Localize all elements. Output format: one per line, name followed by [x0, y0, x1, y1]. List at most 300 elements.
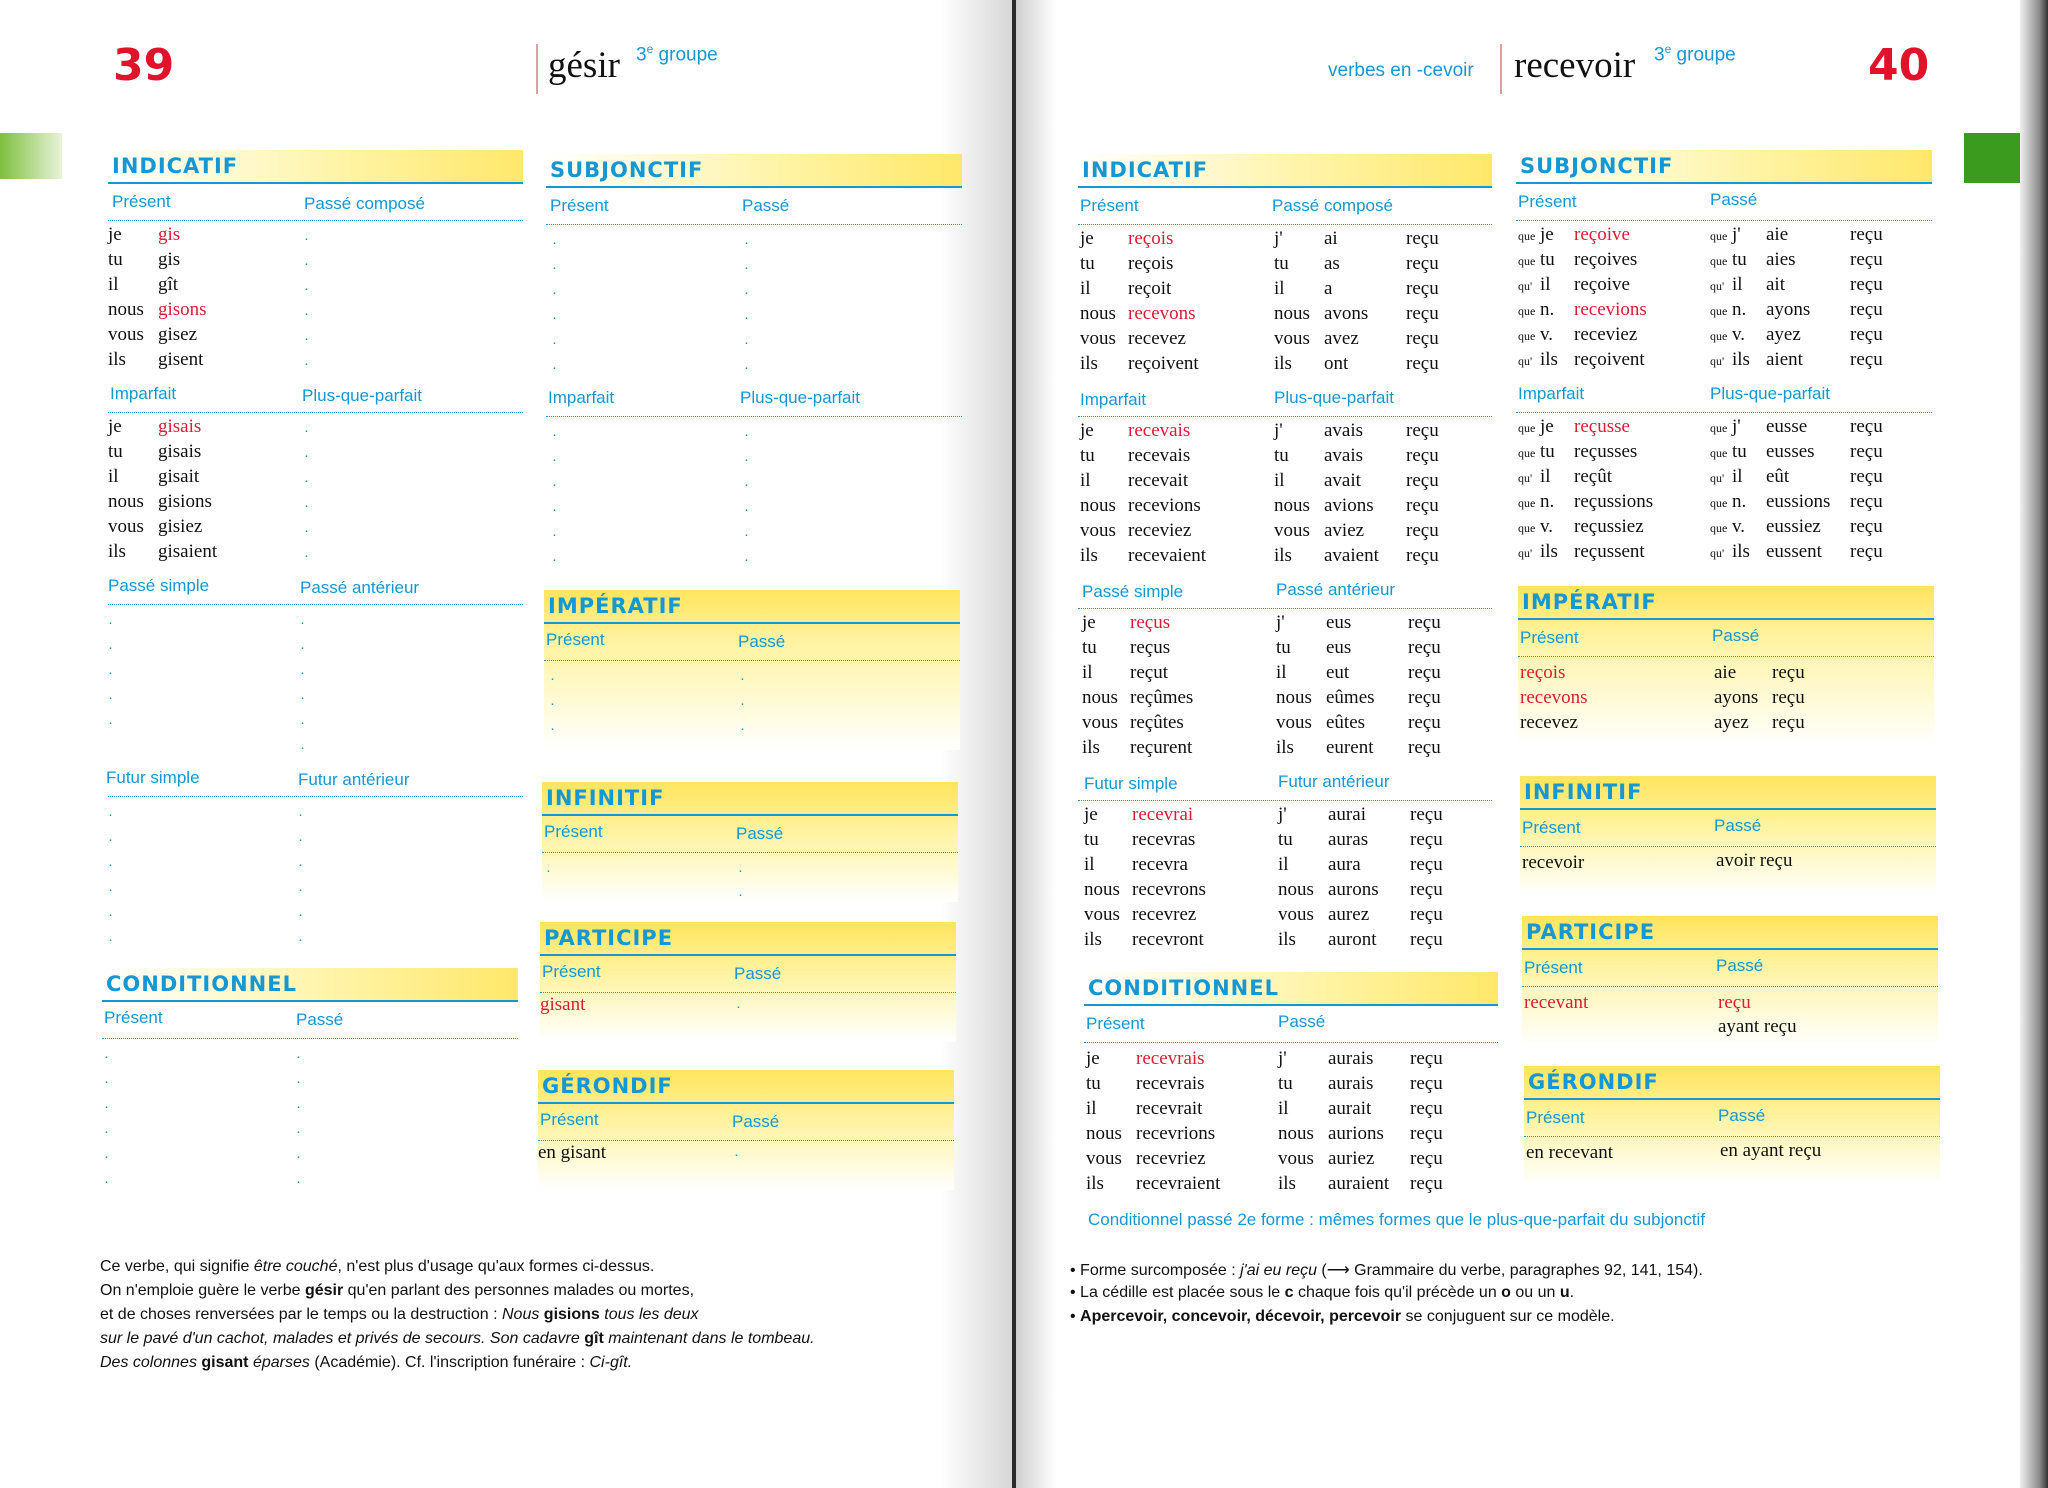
empty-dot: ·	[300, 714, 305, 731]
empty-dot: ·	[550, 670, 555, 687]
empty-dot: ·	[108, 906, 113, 923]
empty-dot: ·	[304, 522, 309, 539]
verb-type: verbes en -cevoir	[1328, 60, 1474, 81]
empty-dot: ·	[296, 1123, 301, 1140]
pronoun: tu	[1080, 253, 1095, 274]
pronoun: tu	[1082, 637, 1097, 658]
past-participle: reçu	[1850, 541, 1883, 562]
dotted-rule	[108, 412, 523, 413]
empty-dot: ·	[108, 664, 113, 681]
tense-label: Présent	[104, 1008, 163, 1027]
tense-label: Passé antérieur	[300, 578, 420, 597]
past-participle: reçu	[1406, 328, 1439, 349]
note-line: Ce verbe, qui signifie être couché, n'est plus d'usage qu'aux formes ci-dessus.	[100, 1258, 655, 1275]
past-participle: reçu	[1410, 904, 1443, 925]
verb-form: reçoit	[1128, 278, 1172, 299]
empty-dot: ·	[296, 1098, 301, 1115]
dotted-rule	[1084, 1042, 1498, 1043]
dotted-rule	[108, 796, 523, 797]
past-participle: reçu	[1410, 1173, 1443, 1194]
verb-form: recevez	[1128, 328, 1186, 349]
verb-form: reçoivent	[1574, 349, 1645, 370]
past-participle: reçu	[1850, 491, 1883, 512]
note-line: • Apercevoir, concevoir, décevoir, percevoir se conjuguent sur ce modèle.	[1070, 1308, 1615, 1325]
verb-form: recevait	[1128, 470, 1189, 491]
que-prefix: que	[1710, 521, 1728, 535]
empty-dot: ·	[108, 931, 113, 948]
past-participle: reçu	[1772, 712, 1805, 733]
verb-form: gisais	[158, 416, 202, 437]
pronoun: ils	[1540, 349, 1558, 370]
verb-form: reçoivent	[1128, 353, 1199, 374]
auxiliary: aurons	[1328, 879, 1379, 900]
verb-form: reçut	[1130, 662, 1168, 683]
verb-form: gisaient	[158, 541, 218, 562]
verb-form: recevrais	[1136, 1048, 1205, 1069]
pronoun: ils	[1082, 737, 1100, 758]
box-title: INFINITIF	[1520, 776, 1936, 810]
pronoun: j'	[1274, 228, 1283, 249]
pronoun: ils	[1276, 737, 1294, 758]
auxiliary: ont	[1324, 353, 1349, 374]
pronoun: ils	[1080, 545, 1098, 566]
empty-dot: ·	[104, 1073, 109, 1090]
empty-dot: ·	[104, 1098, 109, 1115]
tense-label: Passé	[296, 1010, 344, 1029]
empty-dot: ·	[300, 739, 305, 756]
past-participle: reçu	[1850, 516, 1883, 537]
pronoun: v.	[1732, 516, 1746, 537]
empty-dot: ·	[304, 472, 309, 489]
pronoun: ils	[1278, 1173, 1296, 1194]
tense-label: Passé simple	[1082, 582, 1184, 601]
pronoun: vous	[1086, 1148, 1122, 1169]
verb-form: recevriez	[1136, 1148, 1206, 1169]
participe-passe-compose: ayant reçu	[1718, 1016, 1797, 1037]
verb-form: recevraient	[1136, 1173, 1221, 1194]
pronoun: je	[1540, 416, 1554, 437]
pronoun: tu	[1274, 445, 1289, 466]
past-participle: reçu	[1406, 470, 1439, 491]
empty-dot: ·	[744, 451, 749, 468]
verb-form: reçûmes	[1130, 687, 1194, 708]
pronoun: nous	[1084, 879, 1120, 900]
empty-dot: ·	[552, 234, 557, 251]
verb-form: reçusses	[1574, 441, 1638, 462]
pronoun: ils	[1278, 929, 1296, 950]
empty-dot: ·	[108, 806, 113, 823]
empty-dot: ·	[552, 426, 557, 443]
tense-label: Présent	[1080, 196, 1139, 215]
pronoun: il	[1732, 274, 1743, 295]
empty-dot: ·	[552, 259, 557, 276]
infinitif-passe: avoir reçu	[1716, 850, 1793, 871]
auxiliary: avaient	[1324, 545, 1379, 566]
tense-label: Présent	[546, 630, 605, 649]
pronoun: ils	[1086, 1173, 1104, 1194]
verb-form: recevrons	[1132, 879, 1206, 900]
empty-dot: ·	[300, 614, 305, 631]
pronoun: je	[1080, 228, 1094, 249]
verb-form: recevra	[1132, 854, 1188, 875]
que-prefix: qu'	[1518, 546, 1533, 560]
verb-form: reçois	[1128, 228, 1174, 249]
tense-label: Présent	[1520, 628, 1579, 647]
verb-form: reçût	[1574, 466, 1612, 487]
page-number: 40	[1868, 40, 1930, 91]
empty-dot: ·	[552, 451, 557, 468]
tense-label: Présent	[1524, 958, 1583, 977]
empty-dot: ·	[304, 305, 309, 322]
verb-form: gisez	[158, 324, 198, 345]
auxiliary: aie	[1766, 224, 1789, 245]
empty-dot: ·	[552, 284, 557, 301]
pronoun: tu	[108, 249, 123, 270]
past-participle: reçu	[1410, 854, 1443, 875]
empty-dot: ·	[740, 720, 745, 737]
box-title: IMPÉRATIF	[544, 590, 960, 624]
tense-label: Présent	[112, 192, 171, 211]
auxiliary: avait	[1324, 470, 1361, 491]
auxiliary: eussions	[1766, 491, 1831, 512]
empty-dot: ·	[738, 862, 743, 879]
auxiliary: aie	[1714, 662, 1737, 683]
pronoun: nous	[1080, 303, 1116, 324]
tense-label: Présent	[542, 962, 601, 981]
empty-dot: ·	[744, 234, 749, 251]
auxiliary: eûtes	[1326, 712, 1366, 733]
que-prefix: que	[1710, 421, 1728, 435]
tense-label: Futur antérieur	[298, 770, 410, 789]
empty-dot: ·	[736, 998, 741, 1015]
past-participle: reçu	[1406, 445, 1439, 466]
que-prefix: qu'	[1710, 546, 1725, 560]
tense-label: Imparfait	[110, 384, 177, 403]
tense-label: Passé	[1278, 1012, 1326, 1031]
auxiliary: aurait	[1328, 1098, 1372, 1119]
empty-dot: ·	[104, 1123, 109, 1140]
empty-dot: ·	[298, 881, 303, 898]
que-prefix: qu'	[1710, 279, 1725, 293]
box-title: CONDITIONNEL	[1084, 972, 1498, 1006]
empty-dot: ·	[740, 695, 745, 712]
pronoun: il	[1540, 274, 1551, 295]
dotted-rule	[1516, 220, 1932, 221]
empty-dot: ·	[298, 806, 303, 823]
pronoun: ils	[1084, 929, 1102, 950]
auxiliary: ait	[1766, 274, 1785, 295]
pronoun: tu	[108, 441, 123, 462]
past-participle: reçu	[1410, 1098, 1443, 1119]
pronoun: je	[1080, 420, 1094, 441]
empty-dot: ·	[108, 689, 113, 706]
box-title: SUBJONCTIF	[546, 154, 962, 188]
pronoun: vous	[1080, 328, 1116, 349]
past-participle: reçu	[1406, 545, 1439, 566]
que-prefix: qu'	[1518, 354, 1533, 368]
auxiliary: ai	[1324, 228, 1338, 249]
auxiliary: eusses	[1766, 441, 1815, 462]
empty-dot: ·	[738, 886, 743, 903]
dotted-rule	[544, 660, 960, 661]
auxiliary: auront	[1328, 929, 1377, 950]
empty-dot: ·	[296, 1073, 301, 1090]
empty-dot: ·	[552, 359, 557, 376]
tense-label: Plus-que-parfait	[1710, 384, 1831, 403]
empty-dot: ·	[744, 284, 749, 301]
tense-label: Passé antérieur	[1276, 580, 1396, 599]
pronoun: tu	[1080, 445, 1095, 466]
verb-form: recevons	[1520, 687, 1588, 708]
que-prefix: que	[1518, 446, 1536, 460]
verb-form: recevrais	[1136, 1073, 1205, 1094]
tense-label: Passé	[1710, 190, 1758, 209]
thumb-tab	[0, 133, 62, 179]
past-participle: reçu	[1850, 299, 1883, 320]
past-participle: reçu	[1850, 416, 1883, 437]
box-title: PARTICIPE	[1522, 916, 1938, 950]
pronoun: j'	[1278, 804, 1287, 825]
tense-label: Futur simple	[106, 768, 200, 787]
note-line: • Forme surcomposée : j'ai eu reçu (⟶ Grammaire du verbe, paragraphes 92, 141, 154).	[1070, 1262, 1703, 1279]
pronoun: il	[1086, 1098, 1097, 1119]
pronoun: il	[1278, 1098, 1289, 1119]
past-participle: reçu	[1410, 879, 1443, 900]
verb-form: reçoive	[1574, 224, 1630, 245]
past-participle: reçu	[1410, 1148, 1443, 1169]
pronoun: tu	[1540, 441, 1555, 462]
empty-dot: ·	[108, 831, 113, 848]
empty-dot: ·	[552, 526, 557, 543]
tense-label: Passé	[738, 632, 786, 651]
pronoun: vous	[1278, 1148, 1314, 1169]
past-participle: reçu	[1850, 249, 1883, 270]
pronoun: il	[1732, 466, 1743, 487]
participe-present: gisant	[540, 994, 586, 1015]
tense-label: Futur simple	[1084, 774, 1178, 793]
empty-dot: ·	[552, 551, 557, 568]
note-line: et de choses renversées par le temps ou la destruction : Nous gisions tous les deux	[100, 1306, 699, 1323]
dotted-rule	[546, 224, 962, 225]
past-participle: reçu	[1850, 441, 1883, 462]
verb-form: receviez	[1574, 324, 1638, 345]
page-number: 39	[113, 40, 175, 91]
verb-form: recevront	[1132, 929, 1204, 950]
participe-box	[540, 922, 956, 1042]
past-participle: reçu	[1410, 829, 1443, 850]
past-participle: reçu	[1850, 224, 1883, 245]
empty-dot: ·	[104, 1048, 109, 1065]
empty-dot: ·	[300, 639, 305, 656]
conditionnel-box	[1084, 972, 1498, 1202]
pronoun: il	[108, 274, 119, 295]
pronoun: je	[1082, 612, 1096, 633]
dotted-rule	[538, 1140, 954, 1141]
empty-dot: ·	[550, 720, 555, 737]
empty-dot: ·	[108, 714, 113, 731]
tense-label: Présent	[1518, 192, 1577, 211]
empty-dot: ·	[108, 614, 113, 631]
empty-dot: ·	[744, 309, 749, 326]
pronoun: ils	[1080, 353, 1098, 374]
auxiliary: aies	[1766, 249, 1796, 270]
empty-dot: ·	[298, 931, 303, 948]
gerondif-box	[538, 1070, 954, 1190]
verb-form: gisait	[158, 466, 200, 487]
pronoun: je	[1086, 1048, 1100, 1069]
empty-dot: ·	[304, 355, 309, 372]
past-participle: reçu	[1406, 253, 1439, 274]
tense-label: Plus-que-parfait	[740, 388, 861, 407]
verb-form: gisons	[158, 299, 207, 320]
verb-form: gisiez	[158, 516, 203, 537]
verb-title: gésir	[548, 45, 620, 86]
gerondif-passe: en ayant reçu	[1720, 1140, 1822, 1161]
auxiliary: as	[1324, 253, 1340, 274]
dotted-rule	[102, 1038, 518, 1039]
empty-dot: ·	[108, 881, 113, 898]
pronoun: n.	[1732, 491, 1747, 512]
que-prefix: que	[1710, 229, 1728, 243]
pronoun: vous	[1274, 520, 1310, 541]
past-participle: reçu	[1850, 324, 1883, 345]
empty-dot: ·	[734, 1146, 739, 1163]
pronoun: je	[1540, 224, 1554, 245]
note-line: On n'emploie guère le verbe gésir qu'en parlant des personnes malades ou mortes,	[100, 1282, 695, 1299]
empty-dot: ·	[296, 1148, 301, 1165]
verb-form: recevrez	[1132, 904, 1197, 925]
auxiliary: auras	[1328, 829, 1369, 850]
dotted-rule	[546, 416, 962, 417]
auxiliary: aurais	[1328, 1073, 1374, 1094]
participe-box	[1522, 916, 1938, 1046]
tense-label: Passé	[1716, 956, 1764, 975]
auxiliary: avais	[1324, 445, 1364, 466]
que-prefix: que	[1518, 496, 1536, 510]
past-participle: reçu	[1850, 274, 1883, 295]
dotted-rule	[540, 992, 956, 993]
que-prefix: que	[1710, 254, 1728, 268]
que-prefix: qu'	[1518, 279, 1533, 293]
pronoun: nous	[1274, 495, 1310, 516]
tense-label: Passé simple	[108, 576, 210, 595]
auxiliary: aurions	[1328, 1123, 1384, 1144]
pronoun: n.	[1540, 299, 1555, 320]
verb-form: reçus	[1130, 637, 1171, 658]
auxiliary: eussiez	[1766, 516, 1821, 537]
verb-form: recevaient	[1128, 545, 1207, 566]
gerondif-present: en gisant	[538, 1142, 607, 1163]
pronoun: nous	[1086, 1123, 1122, 1144]
pronoun: nous	[1276, 687, 1312, 708]
empty-dot: ·	[552, 501, 557, 518]
past-participle: reçu	[1408, 612, 1441, 633]
que-prefix: que	[1518, 521, 1536, 535]
pronoun: ils	[1274, 353, 1292, 374]
tense-label: Passé	[1712, 626, 1760, 645]
verb-form: recevrai	[1132, 804, 1194, 825]
tense-label: Présent	[540, 1110, 599, 1129]
dotted-rule	[108, 604, 523, 605]
left-page	[0, 0, 1012, 1488]
pronoun: ils	[1540, 541, 1558, 562]
pronoun: nous	[1082, 687, 1118, 708]
gerondif-box	[1524, 1066, 1940, 1186]
pronoun: ils	[1732, 541, 1750, 562]
verb-form: gisions	[158, 491, 212, 512]
tense-label: Passé	[732, 1112, 780, 1131]
verb-form: recevions	[1128, 495, 1201, 516]
auxiliary: avais	[1324, 420, 1364, 441]
pronoun: il	[108, 466, 119, 487]
conditionnel-box	[102, 968, 518, 1198]
que-prefix: qu'	[1710, 471, 1725, 485]
empty-dot: ·	[104, 1173, 109, 1190]
verb-form: gis	[158, 224, 181, 245]
infinitif-box	[1520, 776, 1936, 896]
pronoun: vous	[1082, 712, 1118, 733]
pronoun: tu	[1732, 249, 1747, 270]
empty-dot: ·	[304, 255, 309, 272]
verb-form: gît	[158, 274, 179, 295]
pronoun: il	[1080, 278, 1091, 299]
auxiliary: aient	[1766, 349, 1803, 370]
pronoun: vous	[108, 324, 144, 345]
past-participle: reçu	[1406, 228, 1439, 249]
past-participle: reçu	[1410, 1048, 1443, 1069]
empty-dot: ·	[296, 1048, 301, 1065]
header-separator	[1500, 44, 1502, 94]
tense-label: Présent	[550, 196, 609, 215]
past-participle: reçu	[1410, 804, 1443, 825]
dotted-rule	[1078, 224, 1492, 225]
pronoun: n.	[1732, 299, 1747, 320]
conditionnel-note: Conditionnel passé 2e forme : mêmes formes que le plus-que-parfait du subjonctif	[1088, 1210, 1706, 1229]
verb-form: reçussent	[1574, 541, 1645, 562]
pronoun: il	[1278, 854, 1289, 875]
empty-dot: ·	[552, 334, 557, 351]
empty-dot: ·	[304, 447, 309, 464]
pronoun: vous	[1274, 328, 1310, 349]
pronoun: nous	[1080, 495, 1116, 516]
pronoun: il	[1082, 662, 1093, 683]
past-participle: reçu	[1408, 637, 1441, 658]
note-line: sur le pavé d'un cachot, malades et privés de secours. Son cadavre gît maintenant dans le tombeau.	[100, 1330, 815, 1347]
auxiliary: ayez	[1766, 324, 1801, 345]
pronoun: j'	[1278, 1048, 1287, 1069]
empty-dot: ·	[744, 426, 749, 443]
verb-form: recevras	[1132, 829, 1196, 850]
past-participle: reçu	[1406, 353, 1439, 374]
pronoun: il	[1276, 662, 1287, 683]
tense-label: Passé	[734, 964, 782, 983]
dotted-rule	[1078, 800, 1492, 801]
auxiliary: aura	[1328, 854, 1361, 875]
empty-dot: ·	[108, 856, 113, 873]
indicatif-box	[108, 150, 523, 950]
dotted-rule	[1522, 986, 1938, 987]
tense-label: Présent	[1526, 1108, 1585, 1127]
thumb-tab	[1964, 133, 2020, 183]
auxiliary: avions	[1324, 495, 1374, 516]
empty-dot: ·	[304, 497, 309, 514]
auxiliary: aviez	[1324, 520, 1365, 541]
pronoun: il	[1274, 278, 1285, 299]
auxiliary: aurez	[1328, 904, 1370, 925]
que-prefix: qu'	[1518, 471, 1533, 485]
pronoun: tu	[1540, 249, 1555, 270]
box-title: GÉRONDIF	[1524, 1066, 1940, 1100]
